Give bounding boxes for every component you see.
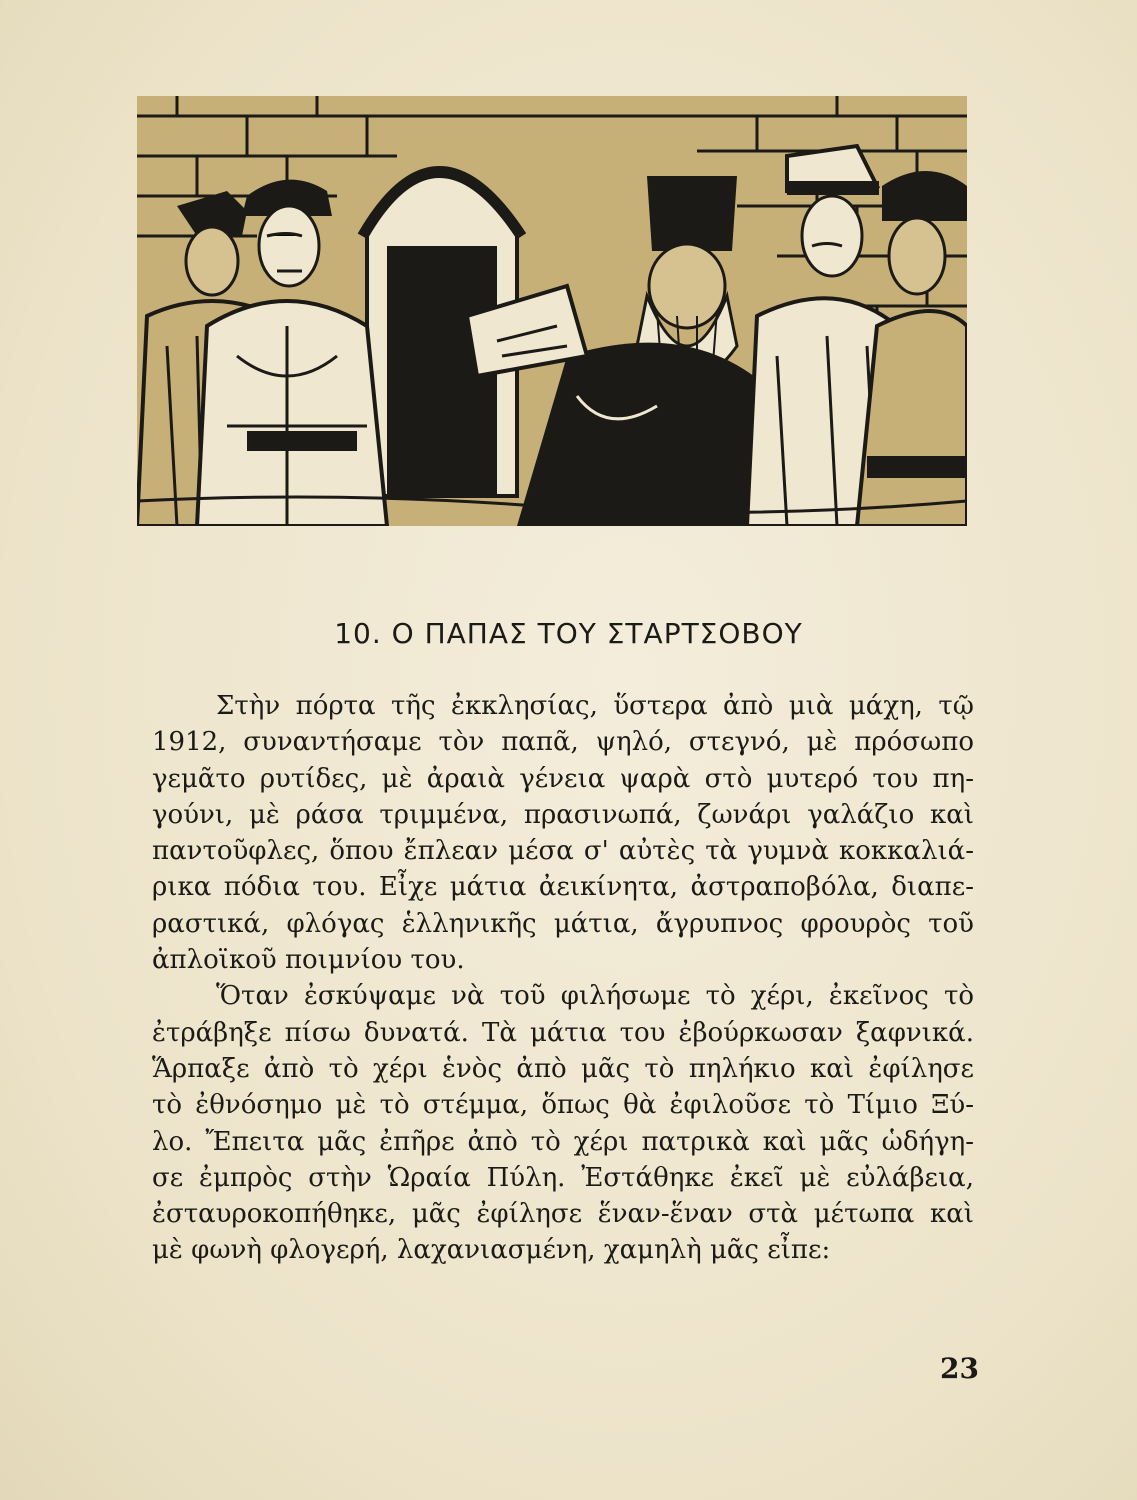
- text-line: γούνι, μὲ ράσα τριμμένα, πρασινωπά, ζωνάρι γαλάζιο καὶ: [152, 799, 974, 830]
- paragraph-2: [152, 978, 974, 1268]
- text-line: 1912, συναντήσαμε τὸν παπᾶ, ψηλό, στεγνό, μὲ πρόσωπο: [152, 727, 974, 758]
- text-line: ραστικά, φλόγας ἑλληνικῆς μάτια, ἄγρυπνος φρουρὸς τοῦ: [152, 908, 974, 939]
- text-line: ἐσταυροκοπήθηκε, μᾶς ἐφίλησε ἕναν-ἕναν στὰ μέτωπα καὶ: [152, 1199, 974, 1230]
- paragraph-1: [152, 688, 974, 978]
- text-line: Ἅρπαξε ἀπὸ τὸ χέρι ἑνὸς ἀπὸ μᾶς τὸ πηλήκιο καὶ ἐφίλησε: [152, 1053, 974, 1084]
- text-line: Στὴν πόρτα τῆς ἐκκλησίας, ὕστερα ἀπὸ μιὰ μάχη, τῷ: [216, 691, 974, 721]
- chapter-title: 10. Ο ΠΑΠΑΣ ΤΟΥ ΣΤΑΡΤΣΟΒΟΥ: [334, 616, 803, 650]
- page-number: 23: [940, 1352, 979, 1385]
- text-line: σε ἐμπρὸς στὴν Ὡραία Πύλη. Ἐστάθηκε ἐκεῖ μὲ εὐλάβεια,: [152, 1162, 974, 1193]
- text-line: μὲ φωνὴ φλογερή, λαχανιασμένη, χαμηλὴ μᾶς εἶπε:: [152, 1235, 831, 1266]
- text-line: παντοῦφλες, ὅπου ἔπλεαν μέσα σ' αὐτὲς τὰ γυμνὰ κοκκαλιά-: [152, 836, 974, 867]
- body-text: [152, 688, 974, 1269]
- text-line: τὸ ἐθνόσημο μὲ τὸ στέμμα, ὅπως θὰ ἐφιλοῦσε τὸ Τίμιο Ξύ-: [152, 1090, 974, 1121]
- text-line: ἐτράβηξε πίσω δυνατά. Τὰ μάτια του ἐβούρκωσαν ξαφνικά.: [152, 1017, 974, 1048]
- text-line: γεμᾶτο ρυτίδες, μὲ ἀραιὰ γένεια ψαρὰ στὸ μυτερό του πη-: [152, 763, 974, 794]
- text-line: λο. Ἔπειτα μᾶς ἐπῆρε ἀπὸ τὸ χέρι πατρικὰ καὶ μᾶς ὡδήγη-: [152, 1126, 974, 1157]
- text-line: Ὅταν ἐσκύψαμε νὰ τοῦ φιλήσωμε τὸ χέρι, ἐκεῖνος τὸ: [216, 981, 974, 1012]
- woodcut-illustration: [137, 96, 967, 526]
- text-line: ἀπλοϊκοῦ ποιμνίου του.: [152, 945, 465, 976]
- woodcut-priest-and-soldiers-icon: [137, 96, 967, 526]
- text-line: ρικα πόδια του. Εἶχε μάτια ἀεικίνητα, ἀστραποβόλα, διαπε-: [152, 872, 974, 903]
